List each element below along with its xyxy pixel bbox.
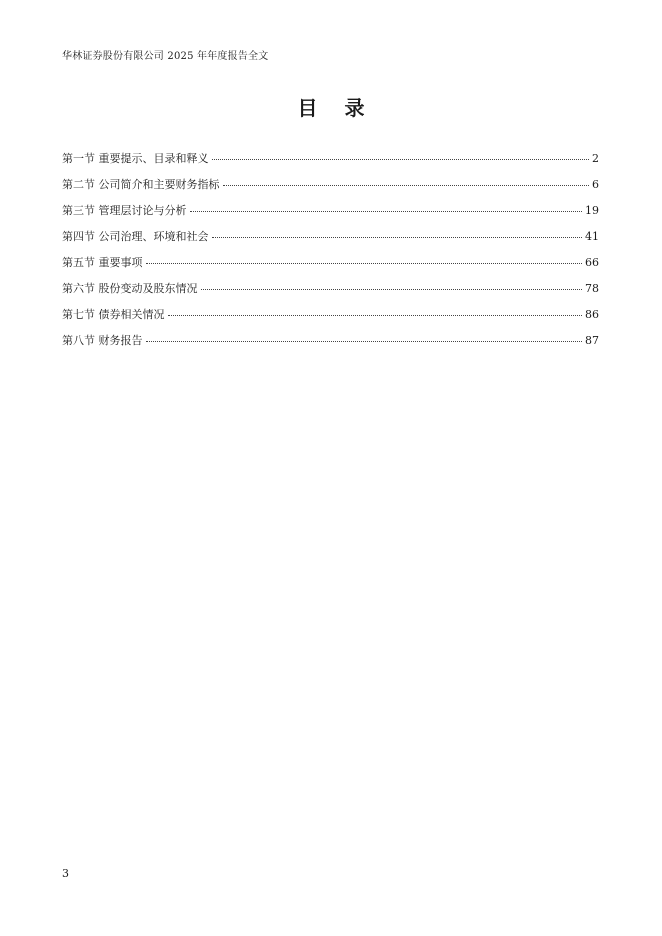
toc-entry[interactable] [62,176,599,202]
toc-entry-page: 87 [585,334,599,347]
toc-entry-page: 19 [585,204,599,217]
page-number: 3 [62,867,69,880]
toc-entry[interactable] [62,332,599,358]
toc-entry-label: 第四节 公司治理、环境和社会 [62,230,209,243]
toc-entry-label: 第五节 重要事项 [62,256,143,269]
toc-dot-leader [146,341,583,342]
toc-entry-page: 41 [585,230,599,243]
toc-dot-leader [146,263,583,264]
toc-entry[interactable] [62,280,599,306]
toc-dot-leader [168,315,583,316]
toc-dot-leader [223,185,590,186]
toc-entry-label: 第七节 债券相关情况 [62,308,165,321]
toc-entry-label: 第一节 重要提示、目录和释义 [62,152,209,165]
toc-dot-leader [212,237,583,238]
running-header: 华林证券股份有限公司 2025 年年度报告全文 [62,51,269,62]
toc-entry-label: 第八节 财务报告 [62,334,143,347]
table-of-contents [62,150,599,358]
toc-dot-leader [201,289,583,290]
toc-entry[interactable] [62,150,599,176]
toc-entry-label: 第二节 公司简介和主要财务指标 [62,178,220,191]
toc-entry-label: 第六节 股份变动及股东情况 [62,282,198,295]
toc-entry-label: 第三节 管理层讨论与分析 [62,204,187,217]
toc-dot-leader [212,159,590,160]
toc-entry-page: 66 [585,256,599,269]
toc-entry-page: 86 [585,308,599,321]
toc-entry[interactable] [62,254,599,280]
toc-dot-leader [190,211,583,212]
toc-entry-page: 2 [592,152,599,165]
toc-entry-page: 6 [592,178,599,191]
toc-entry[interactable] [62,202,599,228]
toc-title: 目 录 [297,96,375,120]
toc-entry-page: 78 [585,282,599,295]
toc-entry[interactable] [62,228,599,254]
toc-entry[interactable] [62,306,599,332]
